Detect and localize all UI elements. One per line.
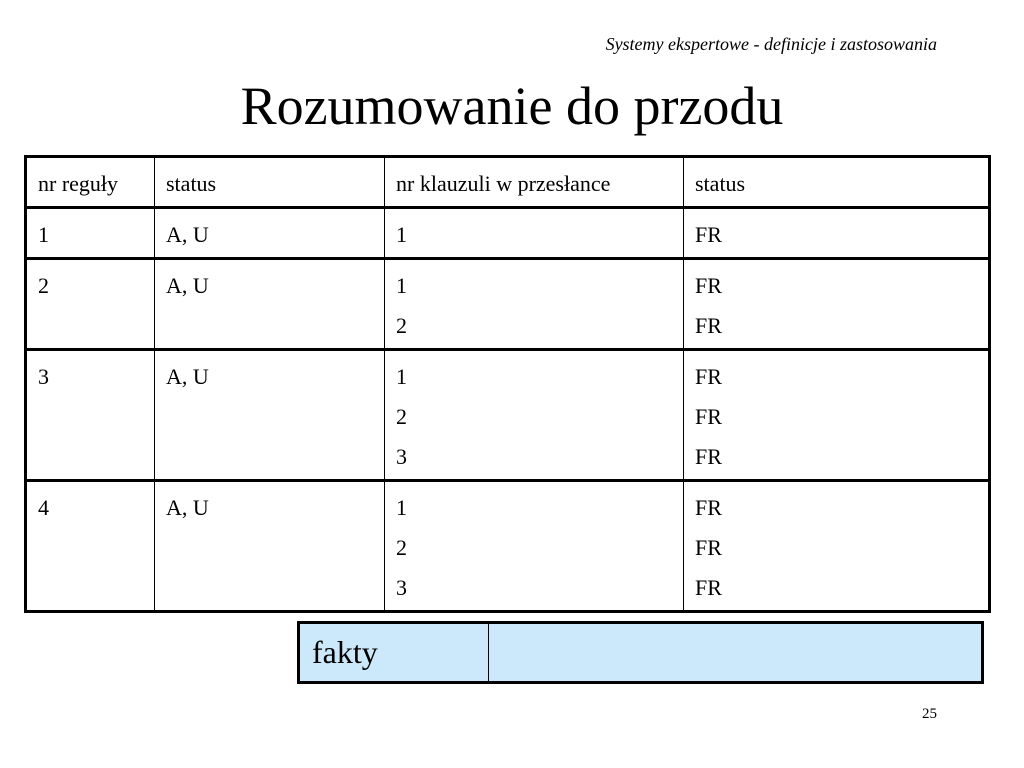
- clause-status-cell: FR FR FR: [684, 350, 990, 481]
- table-row: [26, 481, 990, 612]
- clause-number-cell: 1 2 3: [385, 481, 684, 612]
- facts-value: [489, 623, 983, 683]
- column-header-rule-status: status: [155, 157, 385, 208]
- rule-status-cell: A, U: [155, 350, 385, 481]
- table-row: [26, 259, 990, 350]
- table-row: [26, 208, 990, 259]
- rule-status-cell: A, U: [155, 208, 385, 259]
- rules-table-header: [26, 157, 990, 208]
- rule-number-cell: 1: [26, 208, 155, 259]
- page-number: 25: [922, 706, 937, 722]
- clause-status-cell: FR: [684, 208, 990, 259]
- facts-label: fakty: [299, 623, 489, 683]
- facts-table: [297, 621, 984, 684]
- clause-number-cell: 1 2 3: [385, 350, 684, 481]
- table-row: [26, 350, 990, 481]
- rule-status-cell: A, U: [155, 481, 385, 612]
- slide-header-subtitle: Systemy ekspertowe - definicje i zastosowania: [605, 34, 937, 54]
- column-header-clause-number: nr klauzuli w przesłance: [385, 157, 684, 208]
- slide-title: Rozumowanie do przodu: [240, 76, 784, 136]
- clause-number-cell: 1: [385, 208, 684, 259]
- rule-status-cell: A, U: [155, 259, 385, 350]
- rule-number-cell: 4: [26, 481, 155, 612]
- column-header-rule-number: nr reguły: [26, 157, 155, 208]
- facts-row: [299, 623, 983, 683]
- rules-table: [24, 155, 991, 613]
- clause-status-cell: FR FR: [684, 259, 990, 350]
- rule-number-cell: 3: [26, 350, 155, 481]
- clause-status-cell: FR FR FR: [684, 481, 990, 612]
- clause-number-cell: 1 2: [385, 259, 684, 350]
- rule-number-cell: 2: [26, 259, 155, 350]
- column-header-clause-status: status: [684, 157, 990, 208]
